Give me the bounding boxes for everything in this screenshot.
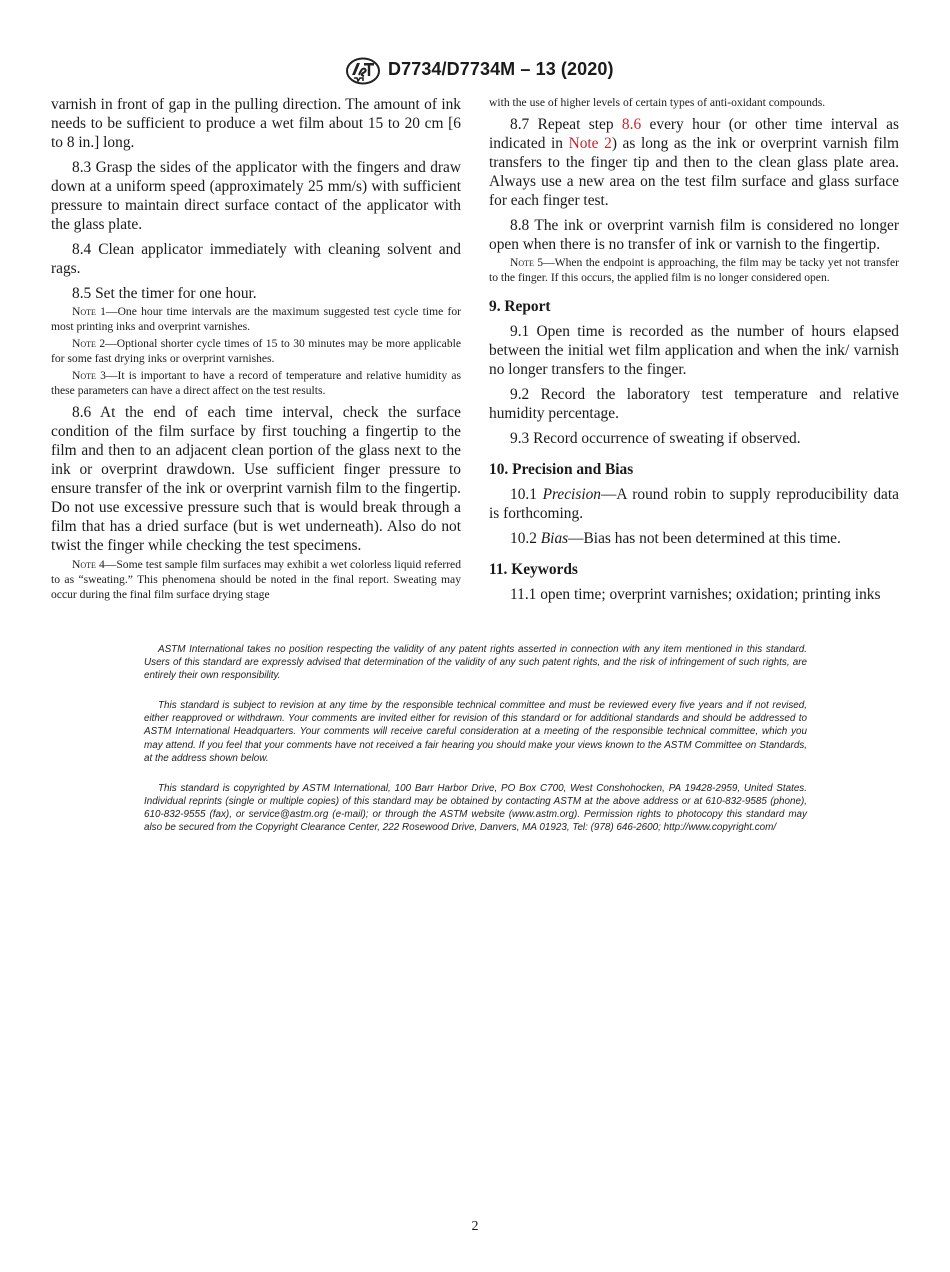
- note-1: [51, 304, 461, 334]
- paragraph-8-4: 8.4 Clean applicator immediately with cleaning solvent and rags.: [51, 241, 461, 277]
- page-number: 2: [471, 1219, 479, 1234]
- text-span: ) as long as the ink or overprint varnish film transfers to the finger tip and then to the clean glass plate area. Always use a new area on the test film surface and glass surface for each finger test.: [489, 135, 900, 209]
- text-span: every hour (or other time interval as indicated in: [489, 116, 899, 152]
- text-span: —A round robin to supply reproducibility data is forthcoming.: [489, 486, 899, 522]
- note-text: 5—When the endpoint is approaching, the film may be tacky yet not transfer to the finger. If this occurs, the applied film is no longer considered open.: [489, 256, 899, 284]
- note-2: [51, 336, 461, 366]
- note-text: 1—One hour time intervals are the maximum suggested test cycle time for most printing inks and overprint varnishes.: [51, 305, 461, 333]
- left-column: [51, 95, 461, 604]
- document-designation: D7734/D7734M – 13 (2020): [388, 59, 614, 79]
- link-section-8-6[interactable]: 8.6: [621, 116, 642, 133]
- note-3: [51, 368, 461, 398]
- note-label: Note: [72, 558, 96, 571]
- note-label: Note: [72, 305, 96, 318]
- term-precision: Precision: [542, 486, 601, 503]
- footer-copyright-notice: This standard is copyrighted by ASTM International, 100 Barr Harbor Drive, PO Box C700, West Conshohocken, PA 19428-2959, United States. Individual reprints (single or multiple copies) of this standard may be obtained by contacting ASTM at the above address or at 610-832-9585 (phone), 610-832-9555 (fax), or service@astm.org (e-mail); or through the ASTM website (www.astm.org). Permission rights to photocopy this standard may also be secured from the Copyright Clearance Center, 222 Rosewood Drive, Danvers, MA 01923, Tel: (978) 646-2600; http://www.copyright.com/: [144, 782, 807, 834]
- footer-patent-notice: ASTM International takes no position respecting the validity of any patent rights asserted in connection with any item mentioned in this standard. Users of this standard are expressly advised that determination of the validity of any such patent rights, and the risk of infringement of such rights, are entirely their own responsibility.: [144, 644, 807, 682]
- paragraph-10-1: [489, 485, 899, 523]
- note-text: 4—Some test sample film surfaces may exhibit a wet colorless liquid referred to as “sweating.” This phenomena should be noted in the final report. Sweating may occur during the final film surface drying stage: [51, 558, 461, 601]
- term-bias: Bias: [540, 530, 569, 547]
- paragraph-10-2: [489, 529, 899, 548]
- note-text: 2—Optional shorter cycle times of 15 to 30 minutes may be more applicable for some fast drying inks or overprint varnishes.: [51, 337, 461, 365]
- footer-revision-notice: This standard is subject to revision at any time by the responsible technical committee and must be reviewed every five years and if not revised, either reapproved or withdrawn. Your comments are invited either for revision of this standard or for additional standards and should be addressed to ASTM International Headquarters. Your comments will receive careful consideration at a meeting of the responsible technical committee, which you may attend. If you feel that your comments have not received a fair hearing you should make your views known to the ASTM Committee on Standards, at the address shown below.: [144, 700, 807, 764]
- text-span: —Bias has not been determined at this time.: [568, 530, 841, 547]
- note-label: Note: [72, 369, 96, 382]
- paragraph-8-5: 8.5 Set the timer for one hour.: [72, 285, 257, 302]
- paragraph-11-1: 11.1 open time; overprint varnishes; oxidation; printing inks: [510, 586, 881, 603]
- astm-logo-icon: [345, 57, 381, 85]
- right-column: [489, 95, 899, 610]
- paragraph-8-3: 8.3 Grasp the sides of the applicator with the fingers and draw down at a uniform speed (approximately 25 mm/s) with sufficient pressure to maintain direct surface contact of the applicator with the glass plate.: [51, 159, 461, 233]
- section-heading-report: 9. Report: [489, 298, 551, 315]
- text-span: 10.2: [510, 530, 541, 547]
- link-note-2[interactable]: Note 2: [568, 135, 612, 152]
- paragraph-8-7: [489, 115, 899, 210]
- paragraph-9-3: 9.3 Record occurrence of sweating if observed.: [510, 430, 801, 447]
- note-4: [51, 557, 461, 602]
- text-span: 10.1: [510, 486, 543, 503]
- paragraph-9-2: 9.2 Record the laboratory test temperature and relative humidity percentage.: [489, 386, 899, 422]
- footer-notice: [144, 643, 807, 851]
- note-text: 3—It is important to have a record of temperature and relative humidity as these parameters can have a direct affect on the test results.: [51, 369, 461, 397]
- note-4-cont: with the use of higher levels of certain types of anti-oxidant compounds.: [489, 96, 826, 109]
- paragraph-8-6: 8.6 At the end of each time interval, check the surface condition of the film surface by first touching a fingertip to the film and then to an adjacent clean portion of the glass next to the ink or overprint drawdown. Use sufficient finger pressure to ensure transfer of the ink or overprint varnish film to the fingertip. Do not use excessive pressure such that is would break through a film that has a dried surface (but is wet underneath). Also do not twist the finger while checking the test specimens.: [51, 404, 461, 554]
- paragraph-9-1: 9.1 Open time is recorded as the number of hours elapsed between the initial wet film application and when the ink/ varnish no longer transfers to the finger.: [489, 323, 899, 378]
- note-label: Note: [510, 256, 534, 269]
- paragraph-8-8: 8.8 The ink or overprint varnish film is considered no longer open when there is no transfer of ink or varnish to the fingertip.: [489, 217, 899, 253]
- paragraph-8-2-cont: varnish in front of gap in the pulling direction. The amount of ink needs to be sufficient to produce a wet film about 15 to 20 cm [6 to 8 in.] long.: [51, 96, 461, 151]
- page-header: [0, 57, 950, 87]
- note-5: [489, 255, 899, 285]
- text-span: 8.7 Repeat step: [510, 116, 622, 133]
- section-heading-precision-bias: 10. Precision and Bias: [489, 461, 634, 478]
- note-label: Note: [72, 337, 96, 350]
- section-heading-keywords: 11. Keywords: [489, 561, 578, 578]
